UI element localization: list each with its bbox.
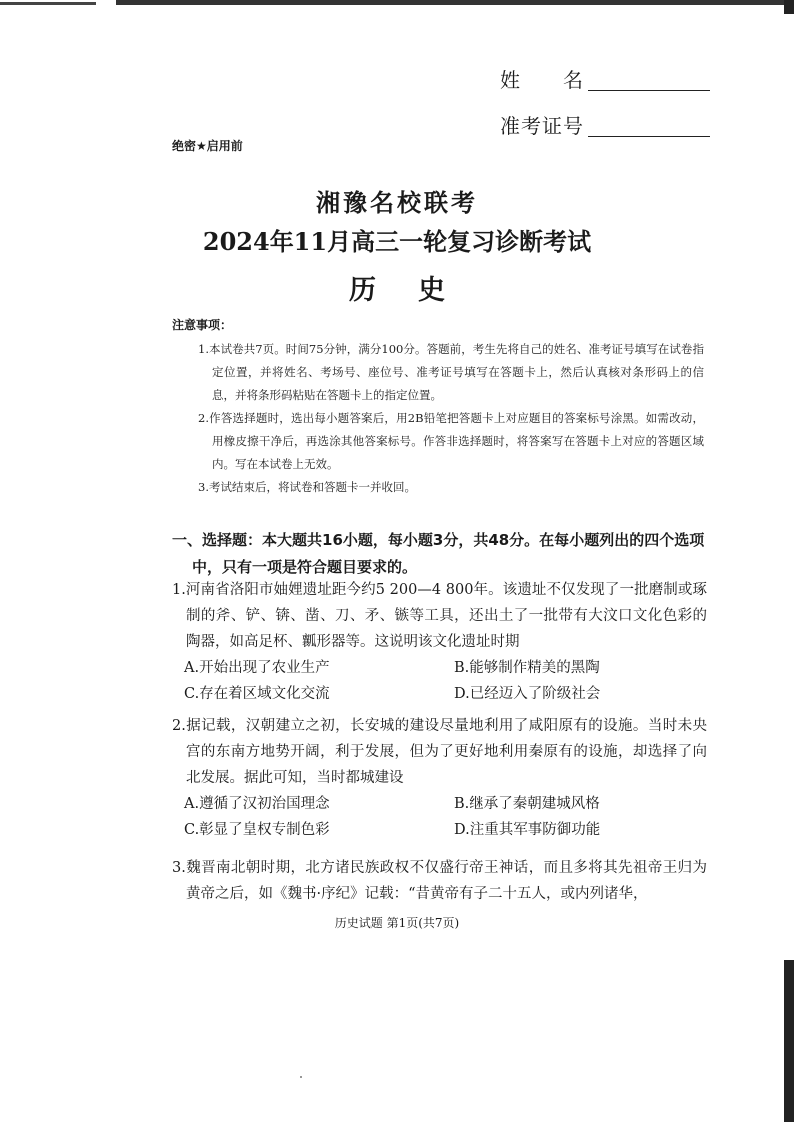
option-a[interactable]: A.遵循了汉初治国理念 <box>184 796 330 812</box>
option-b[interactable]: B.能够制作精美的黑陶 <box>454 660 600 676</box>
notice-item: 1.本试卷共7页。时间75分钟，满分100分。答题前，考生先将自己的姓名、准考证号填写在试卷指定位置，并将姓名、考场号、座位号、准考证号填写在答题卡上，然后认真核对条形码上的信息，并将条形码粘贴在答题卡上的指定位置。 <box>198 342 704 402</box>
options-row <box>184 791 707 817</box>
options-row <box>184 681 707 707</box>
scan-speck <box>300 1076 302 1078</box>
option-d[interactable]: D.注重其军事防御功能 <box>454 822 601 838</box>
notice-item: 3.考试结束后，将试卷和答题卡一并收回。 <box>198 480 416 494</box>
notice-list <box>198 338 704 499</box>
secret-label: 绝密★启用前 <box>172 139 243 153</box>
notice-heading: 注意事项： <box>172 318 233 332</box>
exam-title: 湘豫名校联考 <box>316 188 478 217</box>
page-footer: 历史试题 第1页(共7页) <box>334 916 460 930</box>
option-c[interactable]: C.彰显了皇权专制色彩 <box>184 822 330 838</box>
scan-right-edge <box>784 0 794 1122</box>
exam-id-label: 准考证号 <box>500 114 584 138</box>
question-stem: 2.据记载，汉朝建立之初，长安城的建设尽量地利用了咸阳原有的设施。当时未央宫的东南方地势开阔，利于发展，但为了更好地利用秦原有的设施，却选择了向北发展。据此可知，当时都城建设 <box>172 718 707 786</box>
exam-id-row <box>500 104 730 150</box>
question-stem: 3.魏晋南北朝时期，北方诸民族政权不仅盛行帝王神话，而且多将其先祖帝王归为黄帝之后，如《魏书·序纪》记载：“昔黄帝有子二十五人，或内列诸华， <box>172 860 707 902</box>
question-2 <box>172 713 707 843</box>
name-label: 姓 名 <box>500 68 584 92</box>
subject-title: 历史 <box>349 275 487 306</box>
option-d[interactable]: D.已经迈入了阶级社会 <box>454 686 601 702</box>
option-b[interactable]: B.继承了秦朝建城风格 <box>454 796 600 812</box>
option-a[interactable]: A.开始出现了农业生产 <box>184 660 330 676</box>
name-blank[interactable] <box>588 90 710 91</box>
candidate-info <box>500 58 730 150</box>
options-row <box>184 817 707 843</box>
notice-item: 2.作答选择题时，选出每小题答案后，用2B铅笔把答题卡上对应题目的答案标号涂黑。如需改动，用橡皮擦干净后，再选涂其他答案标号。作答非选择题时，将答案写在答题卡上对应的答题区域内。写在本试卷上无效。 <box>198 411 704 471</box>
question-stem: 1.河南省洛阳市妯娌遗址距今约5 200—4 800年。该遗址不仅发现了一批磨制或琢制的斧、铲、锛、凿、刀、矛、镞等工具，还出土了一批带有大汶口文化色彩的陶器，如高足杯、瓤形器等。这说明该文化遗址时期 <box>172 582 707 650</box>
options-row <box>184 655 707 681</box>
scan-top-edge <box>0 0 794 8</box>
question-3 <box>172 855 707 907</box>
option-c[interactable]: C.存在着区域文化交流 <box>184 686 330 702</box>
exam-id-blank[interactable] <box>588 136 710 137</box>
name-row <box>500 58 730 104</box>
exam-subtitle: 2024年11月高三一轮复习诊断考试 <box>202 227 592 256</box>
section-heading: 一、选择题：本大题共16小题，每小题3分，共48分。在每小题列出的四个选项中，只有一项是符合题目要求的。 <box>172 531 705 576</box>
question-1 <box>172 577 707 707</box>
